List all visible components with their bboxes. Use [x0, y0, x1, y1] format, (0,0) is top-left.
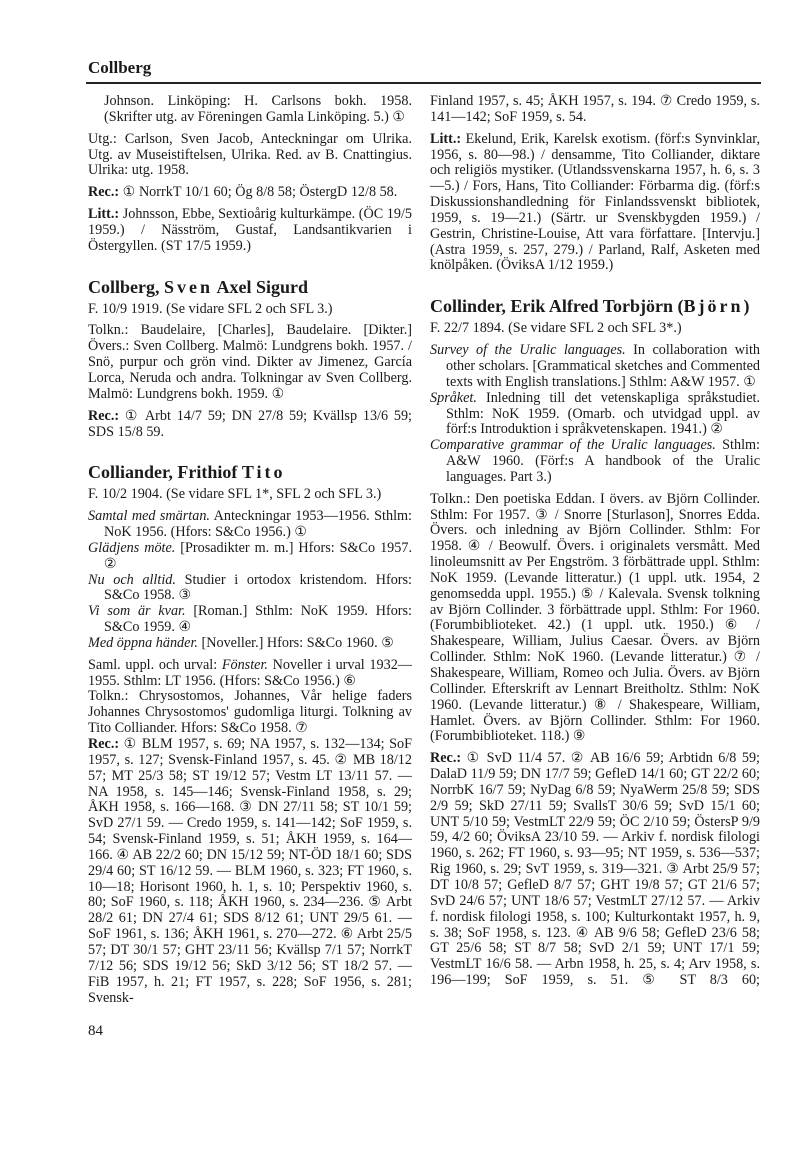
- paragraph: [430, 94, 760, 126]
- work-entry: [88, 636, 412, 652]
- text-run: Sthlm: A&W 1960. (Förf:s A handbook of the Uralic languages. Part 3.): [446, 437, 760, 485]
- paragraph: [88, 487, 412, 503]
- text-run: Colliander, Frithiof: [88, 462, 242, 483]
- given-name: Sven: [164, 276, 214, 297]
- text-run: Axel Sigurd: [213, 276, 309, 297]
- paragraph: [430, 132, 760, 275]
- work-title: Språket.: [430, 389, 477, 406]
- text-run: Johnsson, Ebbe, Sextioårig kulturkämpe. (ÖC 19/5 1959.) / Näsström, Gustaf, Landsantikvarien i Östergyllen. (ST 17/5 1959.): [88, 206, 412, 254]
- field-label: Rec.:: [88, 184, 120, 201]
- text-run: [Prosadikter m. m.] Hfors: S&Co 1957. ②: [104, 539, 413, 572]
- text-run: Johnson. Linköping: H. Carlsons bokh. 1958. (Skrifter utg. av Föreningen Gamla Linköping. 5.) ①: [104, 93, 412, 125]
- paragraph: [430, 321, 760, 337]
- work-title: Survey of the Uralic languages.: [430, 342, 626, 359]
- work-entry: [88, 509, 412, 541]
- page-number: 84: [88, 1023, 103, 1040]
- paragraph: [88, 323, 412, 402]
- entry-heading: [430, 296, 760, 316]
- paragraph: [88, 737, 412, 1006]
- paragraph: [88, 132, 412, 180]
- given-name: Tito: [241, 462, 286, 483]
- paragraph: [88, 94, 412, 126]
- work-title: Comparative grammar of the Uralic languages.: [430, 437, 716, 454]
- work-title: Nu och alltid.: [88, 571, 176, 588]
- work-entry: [88, 604, 412, 636]
- text-run: [Roman.] Sthlm: NoK 1959. Hfors: S&Co 1959. ④: [104, 603, 412, 636]
- entry-heading: [88, 277, 412, 297]
- paragraph: [88, 689, 412, 737]
- work-title: Fönster.: [221, 656, 268, 673]
- text-run: Ekelund, Erik, Karelsk exotism. (förf:s Synvinklar, 1956, s. 80—98.) / densamme, Tito Colliander, diktare och religiös mystiker. (Utlandssvenskarna 1957, h. 6, s. 3—5.) / Fors, Hans, Tito Colliander: Förbarma dig. (förf:s Diskussionshandledning för Finlandssvenskt bibliotek, 1959, s. 19—21.) (Särtr. ur Svenskbygden 1959.) / Gestrin, Christine-Louise, Att vara författare. [Intervju.] (Astra 1959, s. 257, 279.) / Parland, Ralf, Asketen med knölpåken. (ÖviksA 1/12 1959.): [430, 130, 760, 274]
- paragraph: [88, 302, 412, 318]
- text-run: Anteckningar 1953—1956. Sthlm: NoK 1956. (Hfors: S&Co 1956.) ①: [104, 508, 413, 541]
- text-run: Noveller i urval 1932—1955. Sthlm: LT 1956. (Hfors: S&Co 1956.) ⑥: [88, 656, 412, 689]
- work-entry: [430, 438, 760, 486]
- text-run: ① Arbt 14/7 59; DN 27/8 59; Kvällsp 13/6 59; SDS 15/8 59.: [88, 407, 412, 440]
- left-column: [88, 94, 412, 1006]
- text-run: Studier i ortodox kristendom. Hfors: S&Co 1958. ③: [104, 571, 412, 604]
- text-run: Inledning till det vetenskapliga språkstudiet. Sthlm: NoK 1959. (Omarb. och utvidgad uppl. av förf:s Introduktion i språkvetenskapen. 1941.) ②: [446, 389, 760, 438]
- field-label: Rec.:: [88, 407, 120, 424]
- given-name: Björn: [683, 296, 744, 317]
- text-run: Collinder, Erik Alfred Torbjörn (: [430, 296, 684, 317]
- work-entry: [88, 541, 412, 573]
- text-run: Finland 1957, s. 45; ÅKH 1957, s. 194. ⑦ Credo 1959, s. 141—142; SoF 1959, s. 54.: [430, 93, 760, 125]
- text-run: Tolkn.: Chrysostomos, Johannes, Vår helige faders Johannes Chrysostomos' gudomliga liturgi. Tolkning av Tito Colliander. Hfors: S&Co 1958. ⑦: [88, 688, 412, 737]
- text-run: F. 10/9 1919. (Se vidare SFL 2 och SFL 3.): [88, 300, 333, 317]
- left-column-wrap: [88, 94, 412, 1060]
- work-title: Samtal med smärtan.: [88, 508, 210, 525]
- running-head: Collberg: [88, 58, 152, 77]
- text-run: Utg.: Carlson, Sven Jacob, Anteckningar om Ulrika. Utg. av Museistiftelsen, Ulrika. Red. av B. Cnattingius. Ulrika: utg. 1958.: [88, 130, 412, 179]
- paragraph: [88, 658, 412, 690]
- work-entry: [430, 391, 760, 439]
- text-run: F. 22/7 1894. (Se vidare SFL 2 och SFL 3*.): [430, 320, 682, 337]
- work-title: Med öppna händer.: [88, 634, 198, 651]
- paragraph: [430, 751, 760, 989]
- text-run: ① SvD 11/4 57. ② AB 16/6 59; Arbtidn 6/8 59; DalaD 11/9 59; DN 17/7 59; GefleD 14/1 60; GT 22/2 60; NorrbK 16/7 59; NyDag 6/8 59; NyaWerm 25/8 59; SDS 2/9 59; SkD 27/11 59; SvallsT 30/6 59; SvD 15/1 60; UNT 5/10 59; VestmLT 22/9 59; ÖC 2/10 59; ÖstersP 9/9 59, 4/2 60; ÖviksA 23/10 59. — Arkiv f. nordisk filologi 1960, s. 262; FT 1960, s. 93—95; NT 1959, s. 536—537; Rig 1960, s. 29; SvT 1959, s. 319—321. ③ Arbt 25/9 57; DT 10/8 57; GefleD 8/7 57; GHT 19/8 57; GT 21/6 57; SvD 24/6 57; UNT 18/6 57; VestmLT 27/12 57. — Arkiv f. nordisk filologi 1958, s. 100; Kulturkontakt 1957, h. 9, s. 38; SoF 1958, s. 123. ④ AB 9/6 58; GefleD 23/6 58; GT 25/6 58; ST 8/7 58; SvD 2/1 59; UNT 17/1 59; VestmLT 16/6 58. — Arbn 1958, h. 25, s. 4; Arv 1958, s. 196—199; SoF 1959, s. 51. ⑤ ST 8/3 60;: [430, 750, 760, 989]
- work-entry: [430, 343, 760, 391]
- work-entry: [88, 573, 412, 605]
- work-title: Glädjens möte.: [88, 539, 176, 556]
- text-run: Tolkn.: Baudelaire, [Charles], Baudelaire. [Dikter.] Övers.: Sven Collberg. Malmö: Lundgrens bokh. 1957. / Snö, purpur och grön vind. Dikter av Jimenez, García Lorca, Neruda och andra. Tolkningar av Sven Collberg. Malmö: Lundgrens bokh. 1959. ①: [88, 322, 412, 402]
- text-run: Tolkn.: Den poetiska Eddan. I övers. av Björn Collinder. Sthlm: For 1957. ③ / Snorre [Sturlason], Snorres Edda. Övers. och inledning av Björn Collinder. Sthlm: For 1958. ④ / Beowulf. Övers. i originalets versmått. Med linoleumsnitt av Per Engström. 3 förbättrade uppl. Sthlm: NoK 1959. (Levande litteratur.) (1 uppl. utk. 1954, 2 genomsedda uppl. 1955.) ⑤ / Kalevala. Svensk tolkning av Björn Collinder. 3 förbättrade uppl. Sthlm: For 1960. (Forumbiblioteket. 42.) (1 uppl. utk. 1950.) ⑥ / Shakespeare, William, Julius Caesar. Övers. av Björn Collinder. Sthlm: NoK 1960. (Levande litteratur.) ⑦ / Shakespeare, William, Romeo och Julia. Övers. av Björn Collinder. Efterskrift av Lennart Breitholtz. Sthlm: NoK 1960. (Levande litteratur.) ⑧ / Shakespeare, William, Hamlet. Övers. av Björn Collinder. Sthlm: For 1960. (Forumbiblioteket. 118.) ⑨: [430, 490, 760, 745]
- entry-heading: [88, 462, 412, 482]
- text-run: ): [743, 296, 750, 317]
- paragraph: [430, 492, 760, 746]
- field-label: Rec.:: [88, 736, 120, 752]
- text-run: Saml. uppl. och urval:: [88, 656, 222, 673]
- work-title: Vi som är kvar.: [88, 603, 186, 620]
- paragraph: [88, 185, 412, 201]
- text-run: Collberg,: [88, 276, 164, 297]
- text-run: ① BLM 1957, s. 69; NA 1957, s. 132—134; SoF 1957, s. 127; Svensk-Finland 1957, s. 45. ② MB 18/12 57; MT 25/3 58; ST 19/12 57; Vestm LT 13/11 57. — NA 1958, s. 145—146; Svensk-Finland 1958, s. 29; ÅKH 1958, s. 166—168. ③ DN 27/11 58; ST 10/1 59; SvD 27/1 59. — Credo 1959, s. 141—142; SoF 1959, s. 54; Svensk-Finland 1959, s. 51; ÅKH 1959, s. 164—166. ④ AB 22/2 60; DN 15/12 59; NT-ÖD 18/1 60; SDS 29/4 60; ST 16/12 59. — BLM 1960, s. 323; FT 1960, s. 10—18; Horisont 1960, h. 1, s. 10; Perspektiv 1960, s. 80; SoF 1960, s. 118; ÅKH 1960, s. 234—236. ⑤ Arbt 28/2 61; DN 27/4 61; SDS 8/12 61; UNT 29/5 61. — SoF 1961, s. 136; ÅKH 1961, s. 270—272. ⑥ Arbt 25/5 57; DT 30/1 57; GHT 23/11 56; Kvällsp 7/1 57; NorrkT 7/12 56; SDS 19/12 56; SkD 3/12 56; ST 18/2 57. — FiB 1957, h. 21; FT 1957, s. 228; SoF 1956, s. 281; Svensk-: [88, 736, 412, 1006]
- text-run: [Noveller.] Hfors: S&Co 1960. ⑤: [197, 634, 394, 651]
- paragraph: [88, 409, 412, 441]
- field-label: Rec.:: [430, 750, 462, 767]
- text-run: In collaboration with other scholars. [Grammatical sketches and Commented texts with English translations.] Sthlm: A&W 1957. ①: [446, 342, 760, 390]
- field-label: Litt.:: [430, 130, 462, 147]
- text-run: F. 10/2 1904. (Se vidare SFL 1*, SFL 2 och SFL 3.): [88, 486, 382, 503]
- right-column: [430, 94, 760, 989]
- text-run: ① NorrkT 10/1 60; Ög 8/8 58; ÖstergD 12/8 58.: [119, 184, 398, 201]
- field-label: Litt.:: [88, 206, 120, 223]
- paragraph: [88, 207, 412, 255]
